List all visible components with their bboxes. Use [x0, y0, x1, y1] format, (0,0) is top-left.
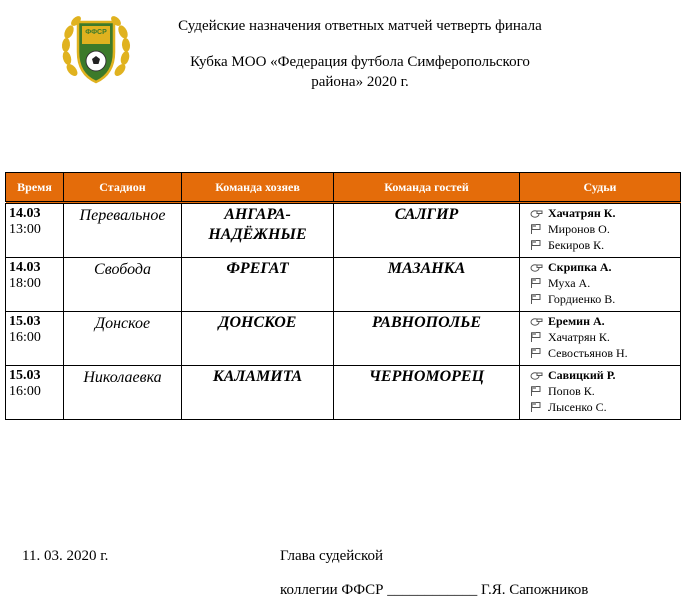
main-referee	[530, 367, 680, 383]
match-time-cell	[6, 258, 64, 312]
footer-position-line1: Глава судейской	[280, 548, 384, 564]
away-team-cell: ЧЕРНОМОРЕЦ	[334, 366, 520, 420]
referee-name: Савицкий Р.	[548, 368, 616, 382]
assistant-referee	[530, 291, 680, 307]
match-date: 15.03	[9, 314, 41, 329]
footer-position-line2: коллегии ФФСР	[280, 582, 384, 598]
flag-icon	[530, 386, 548, 396]
home-team-cell: АНГАРА-НАДЁЖНЫЕ	[182, 203, 334, 258]
home-team-cell: ДОНСКОЕ	[182, 312, 334, 366]
stadium-cell: Перевальное	[64, 203, 182, 258]
assistant-referee	[530, 237, 680, 253]
whistle-icon	[530, 371, 548, 380]
assistant-referee	[530, 275, 680, 291]
referee-name: Еремин А.	[548, 314, 605, 328]
whistle-icon	[530, 263, 548, 272]
subtitle-line-1: Кубка МОО «Федерация футбола Симферопольского	[190, 54, 530, 70]
table-row	[6, 312, 681, 366]
referee-name: Бекиров К.	[548, 238, 605, 252]
stadium-cell: Николаевка	[64, 366, 182, 420]
referee-name: Хачатрян К.	[548, 206, 616, 220]
match-time-cell	[6, 203, 64, 258]
referee-name: Муха А.	[548, 276, 591, 290]
flag-icon	[530, 240, 548, 250]
table-row	[6, 203, 681, 258]
referees-cell	[520, 312, 681, 366]
col-header-home-team: Команда хозяев	[182, 173, 334, 203]
referee-name: Миронов О.	[548, 222, 610, 236]
referees-cell	[520, 366, 681, 420]
footer-date: 11. 03. 2020 г.	[22, 548, 109, 564]
home-team-cell: ФРЕГАТ	[182, 258, 334, 312]
referee-name: Лысенко С.	[548, 400, 607, 414]
ffsr-logo	[60, 8, 132, 88]
home-team-cell: КАЛАМИТА	[182, 366, 334, 420]
document-title: Судейские назначения ответных матчей четверть финала	[178, 18, 542, 34]
flag-icon	[530, 402, 548, 412]
assistant-referee	[530, 383, 680, 399]
signer-name: Г.Я. Сапожников	[480, 582, 589, 598]
away-team-cell: РАВНОПОЛЬЕ	[334, 312, 520, 366]
assistant-referee	[530, 345, 680, 361]
referee-assignments-table	[5, 172, 681, 420]
match-date: 15.03	[9, 368, 41, 383]
away-team-cell: МАЗАНКА	[334, 258, 520, 312]
referee-name: Скрипка А.	[548, 260, 612, 274]
assistant-referee	[530, 329, 680, 345]
assistant-referee	[530, 221, 680, 237]
whistle-icon	[530, 209, 548, 218]
main-referee	[530, 205, 680, 221]
match-kickoff: 16:00	[9, 384, 41, 399]
assistant-referee	[530, 399, 680, 415]
col-header-away-team: Команда гостей	[334, 173, 520, 203]
referee-name: Гордиенко В.	[548, 292, 616, 306]
table-row	[6, 366, 681, 420]
match-kickoff: 18:00	[9, 276, 41, 291]
referee-name: Севостьянов Н.	[548, 346, 628, 360]
flag-icon	[530, 224, 548, 234]
signature-line: ____________	[387, 582, 478, 598]
logo-text: ФФСР	[85, 29, 107, 36]
footer-signature-block	[280, 582, 588, 599]
main-referee	[530, 313, 680, 329]
stadium-cell: Свобода	[64, 258, 182, 312]
flag-icon	[530, 278, 548, 288]
stadium-cell: Донское	[64, 312, 182, 366]
match-kickoff: 16:00	[9, 330, 41, 345]
referee-name: Хачатрян К.	[548, 330, 610, 344]
match-time-cell	[6, 366, 64, 420]
col-header-referees: Судьи	[520, 173, 681, 203]
col-header-stadium: Стадион	[64, 173, 182, 203]
col-header-time: Время	[6, 173, 64, 203]
whistle-icon	[530, 317, 548, 326]
away-team-cell: САЛГИР	[334, 203, 520, 258]
flag-icon	[530, 348, 548, 358]
referees-cell	[520, 258, 681, 312]
match-date: 14.03	[9, 206, 41, 221]
match-date: 14.03	[9, 260, 41, 275]
table-header-row	[6, 173, 681, 203]
referees-cell	[520, 203, 681, 258]
main-referee	[530, 259, 680, 275]
table-row	[6, 258, 681, 312]
subtitle-line-2: района» 2020 г.	[311, 74, 409, 90]
flag-icon	[530, 332, 548, 342]
flag-icon	[530, 294, 548, 304]
match-time-cell	[6, 312, 64, 366]
match-kickoff: 13:00	[9, 222, 41, 237]
referee-name: Попов К.	[548, 384, 595, 398]
document-subtitle	[140, 52, 580, 92]
